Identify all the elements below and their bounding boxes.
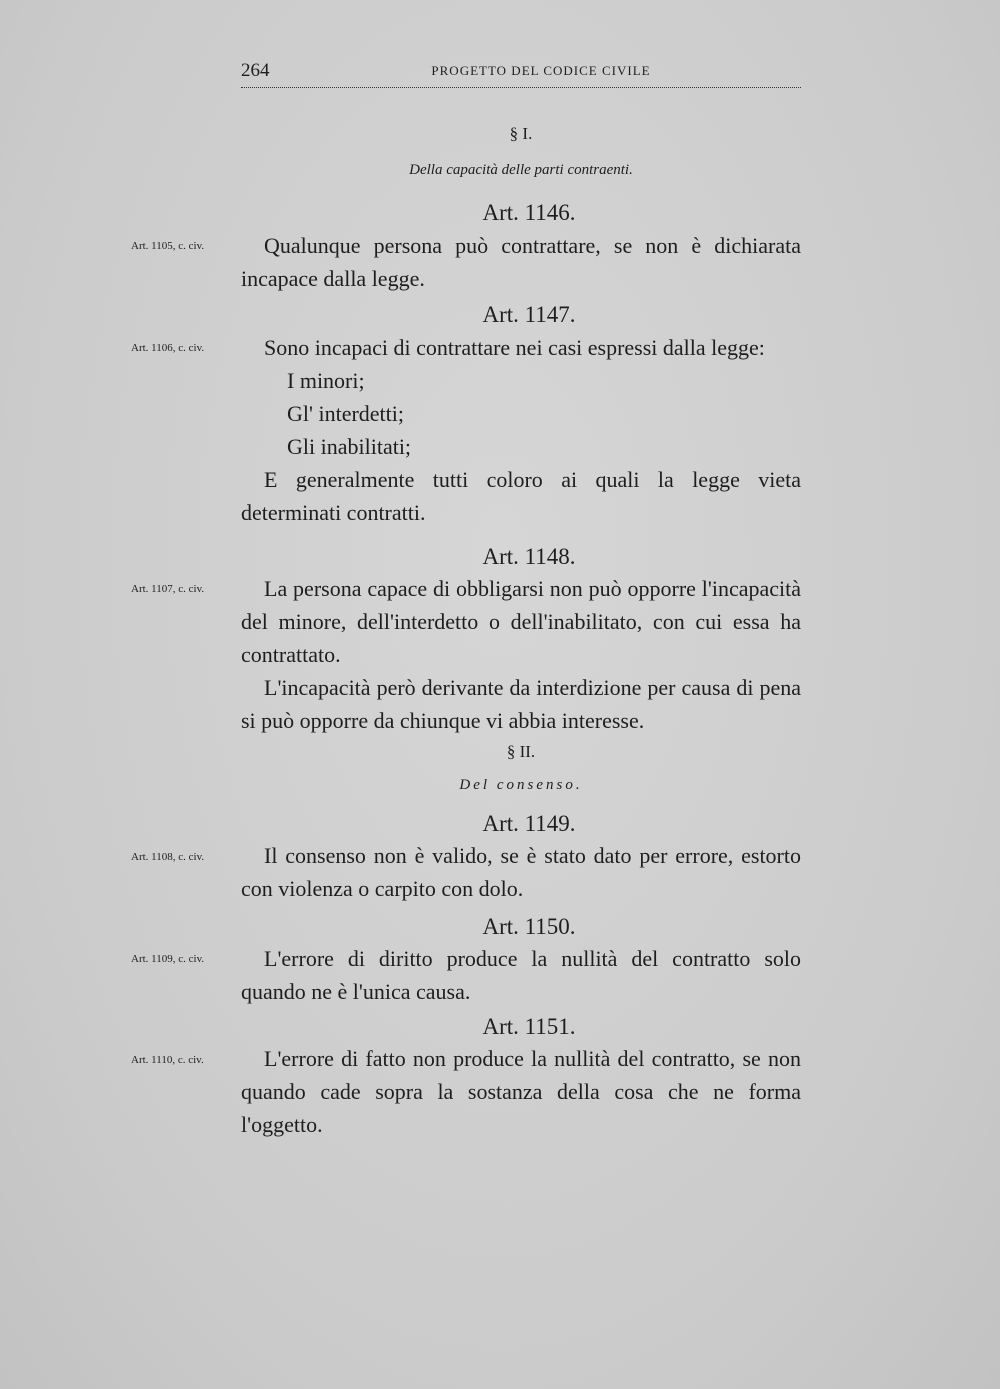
article-paragraph: L'errore di fatto non produce la nullità del contratto, se non quando cade sopra la sostanza della cosa che ne forma l'oggetto. [241,1046,801,1137]
section-mark: § I. [509,124,533,143]
list-item: Gli inabilitati; [287,434,412,459]
article-paragraph: La persona capace di obbligarsi non può opporre l'incapacità del minore, dell'interdetto o dell'inabilitato, con cui essa ha contrattato. [241,576,801,667]
section-subtitle: Della capacità delle parti contraenti. [409,162,633,178]
margin-note: Art. 1109, c. civ. [131,953,205,965]
section-mark: § II. [506,742,536,761]
header-rule [241,87,801,88]
article-body [241,572,801,737]
article-heading: Art. 1148. [482,544,576,569]
article-heading: Art. 1146. [482,200,576,225]
article-paragraph: Sono incapaci di contrattare nei casi espressi dalla legge: [264,335,765,360]
section-subtitle: Del consenso. [459,777,583,793]
running-title: PROGETTO DEL CODICE CIVILE [431,63,651,78]
article-paragraph: E generalmente tutti coloro ai quali la legge vieta determinati contratti. [241,467,801,525]
article-body [241,942,801,1008]
article-heading: Art. 1149. [482,811,576,836]
page-header [241,60,801,88]
article-body [241,1042,801,1141]
margin-note: Art. 1107, c. civ. [131,583,205,595]
article-body [241,229,801,295]
article-paragraph: Qualunque persona può contrattare, se non è dichiarata incapace dalla legge. [241,233,801,291]
article-body [241,331,801,529]
margin-note: Art. 1106, c. civ. [131,342,205,354]
article-heading: Art. 1147. [482,302,576,327]
margin-note: Art. 1108, c. civ. [131,851,205,863]
margin-note: Art. 1105, c. civ. [131,240,205,252]
article-paragraph: L'errore di diritto produce la nullità del contratto solo quando ne è l'unica causa. [241,946,801,1004]
list-item: I minori; [287,368,365,393]
article-heading: Art. 1150. [482,914,576,939]
article-heading: Art. 1151. [482,1014,576,1039]
list-item: Gl' interdetti; [287,401,404,426]
margin-note: Art. 1110, c. civ. [131,1054,204,1066]
article-paragraph: L'incapacità però derivante da interdizione per causa di pena si può opporre da chiunque vi abbia interesse. [241,675,801,733]
page-number: 264 [241,60,270,81]
article-paragraph: Il consenso non è valido, se è stato dato per errore, estorto con violenza o carpito con dolo. [241,843,801,901]
article-body [241,839,801,905]
